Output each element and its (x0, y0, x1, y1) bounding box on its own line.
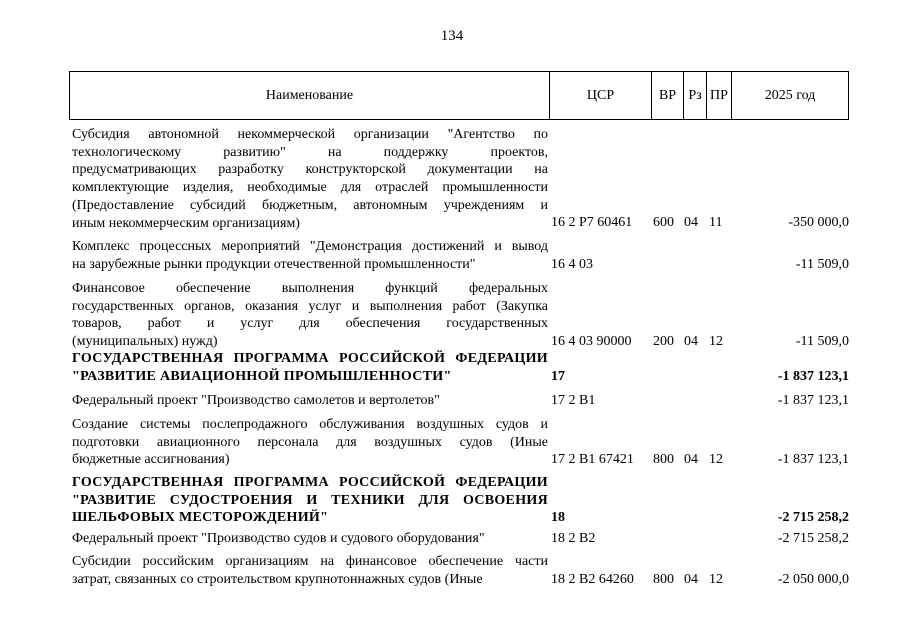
row-amount: -1 837 123,1 (777, 452, 849, 468)
row-name-line: ШЕЛЬФОВЫХ МЕСТОРОЖДЕНИЙ" (72, 510, 329, 526)
row-name-line: подготовки авиационного персонала для воздушных судов (Иные (72, 434, 548, 450)
page-number: 134 (440, 28, 464, 44)
row-name-line: (муниципальных) нужд) (72, 334, 218, 350)
row-vr: 800 (653, 571, 674, 587)
table-row (69, 416, 849, 469)
row-name-line: предусматривающих разработку конструкторской документации на (72, 162, 548, 178)
row-amount: -2 715 258,2 (777, 530, 849, 546)
row-vr: 800 (653, 452, 674, 468)
row-name-line: комплектующие изделия, необходимые для отраслей промышленности (72, 180, 548, 196)
row-amount: -350 000,0 (788, 215, 849, 231)
row-rz: 04 (684, 452, 698, 468)
row-csr: 18 2 В2 64260 (551, 571, 634, 587)
header-rz: Рз (683, 72, 706, 119)
row-name-line: Субсидии российским организациям на финансовое обеспечение части (72, 554, 548, 569)
row-amount: -1 837 123,1 (777, 392, 849, 408)
row-name-line: Федеральный проект "Производство самолетов и вертолетов" (72, 393, 440, 408)
row-name-line: затрат, связанных со строительством крупнотоннажных судов (Иные (72, 571, 483, 587)
row-rz: 04 (684, 334, 698, 350)
row-pr: 12 (709, 334, 723, 350)
row-pr: 11 (709, 215, 723, 231)
row-name (72, 530, 548, 548)
header-name: Наименование (265, 88, 354, 103)
row-name-line: иным некоммерческим организациям) (72, 215, 300, 231)
table-row (69, 126, 849, 232)
table-row (69, 238, 849, 273)
row-name-line: ГОСУДАРСТВЕННАЯ ПРОГРАММА РОССИЙСКОЙ ФЕДЕРАЦИИ (72, 351, 548, 366)
row-name-line: товаров, работ и услуг для обеспечения государственных (72, 316, 548, 332)
row-amount: -2 715 258,2 (777, 510, 849, 526)
row-csr: 17 2 В1 67421 (551, 452, 634, 468)
table-row (69, 530, 849, 548)
row-name (72, 280, 548, 351)
row-name (72, 126, 548, 232)
row-name (72, 553, 548, 588)
row-name-line: бюджетные ассигнования) (72, 452, 230, 468)
row-amount: -11 509,0 (795, 334, 849, 350)
row-csr: 16 4 03 (551, 256, 593, 272)
row-csr: 16 2 Р7 60461 (551, 215, 633, 231)
row-amount: -2 050 000,0 (777, 571, 849, 587)
table-row (69, 280, 849, 351)
row-csr: 17 2 В1 (551, 392, 596, 408)
header-pr: ПР (706, 72, 731, 119)
row-vr: 600 (653, 215, 674, 231)
row-amount: -1 837 123,1 (777, 368, 849, 384)
row-name-line: государственных органов, оказания услуг и выполнения работ (Закупка (72, 298, 548, 314)
header-vr: ВР (651, 72, 683, 119)
row-name (72, 350, 548, 385)
header-year: 2025 год (731, 72, 848, 119)
row-csr: 18 (551, 510, 565, 526)
table-row (69, 474, 849, 527)
row-csr: 17 (551, 368, 565, 384)
table-row (69, 350, 849, 385)
row-name-line: (Предоставление субсидий бюджетным, автономным учреждениям и (72, 197, 548, 213)
row-name-line: Финансовое обеспечение выполнения функций федеральных (72, 281, 548, 296)
row-name (72, 392, 548, 410)
row-rz: 04 (684, 571, 698, 587)
row-vr: 200 (653, 334, 674, 350)
row-rz: 04 (684, 215, 698, 231)
row-csr: 16 4 03 90000 (551, 334, 632, 350)
row-name (72, 416, 548, 469)
row-name (72, 474, 548, 527)
row-name-line: "РАЗВИТИЕ СУДОСТРОЕНИЯ И ТЕХНИКИ ДЛЯ ОСВОЕНИЯ (72, 492, 548, 508)
row-csr: 18 2 В2 (551, 530, 596, 546)
row-name (72, 238, 548, 273)
table-row (69, 553, 849, 588)
row-name-line: Создание системы послепродажного обслуживания воздушных судов и (72, 417, 548, 432)
row-amount: -11 509,0 (795, 256, 849, 272)
row-name-line: на зарубежные рынки продукции отечественной промышленности" (72, 256, 476, 272)
header-csr: ЦСР (549, 72, 651, 119)
row-pr: 12 (709, 452, 723, 468)
table-row (69, 392, 849, 410)
row-name-line: ГОСУДАРСТВЕННАЯ ПРОГРАММА РОССИЙСКОЙ ФЕДЕРАЦИИ (72, 475, 548, 490)
row-name-line: Субсидия автономной некоммерческой организации "Агентство по (72, 127, 548, 142)
table-header (69, 71, 849, 120)
row-name-line: Комплекс процессных мероприятий "Демонстрация достижений и вывод (72, 239, 548, 254)
row-name-line: технологическому развитию" на поддержку проектов, (72, 144, 548, 160)
row-name-line: Федеральный проект "Производство судов и судового оборудования" (72, 531, 485, 546)
row-pr: 12 (709, 571, 723, 587)
row-name-line: "РАЗВИТИЕ АВИАЦИОННОЙ ПРОМЫШЛЕННОСТИ" (72, 368, 452, 384)
